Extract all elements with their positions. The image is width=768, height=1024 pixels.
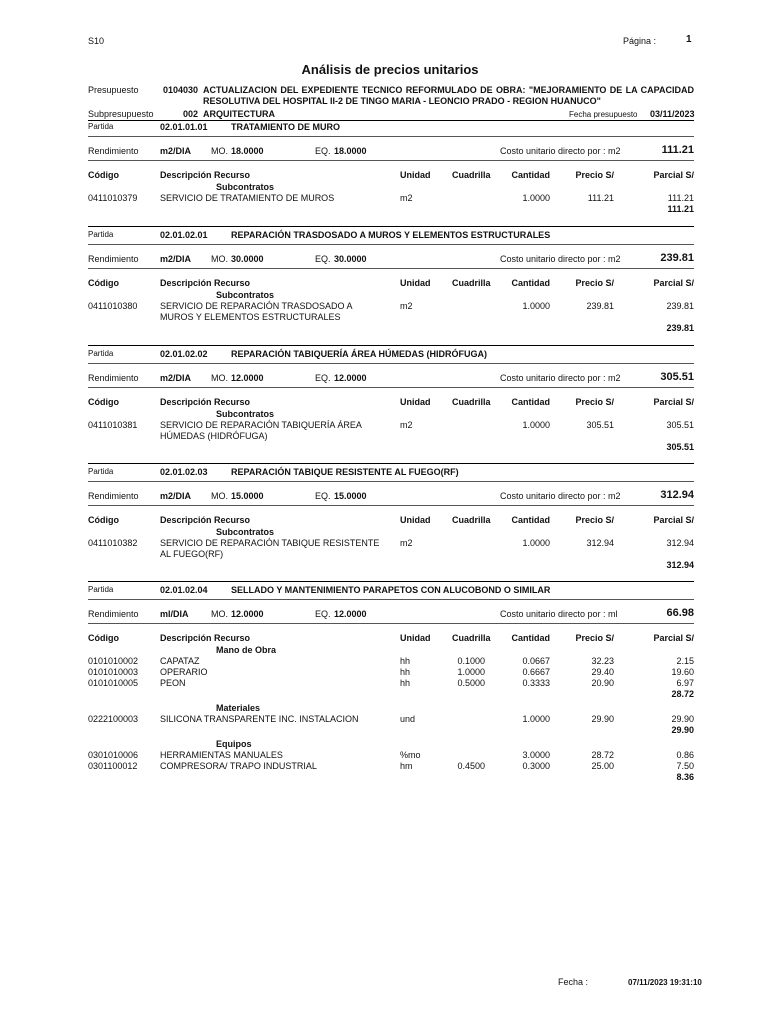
- item-precio: 25.00: [591, 761, 614, 771]
- col-codigo: Código: [88, 170, 119, 180]
- col-precio: Precio S/: [575, 633, 614, 643]
- eq-label: EQ.: [315, 609, 331, 619]
- item-precio: 305.51: [586, 420, 614, 430]
- rendimiento-unit: m2/DIA: [160, 146, 192, 156]
- costo-unitario: 239.81: [660, 252, 694, 264]
- col-unidad: Unidad: [400, 170, 431, 180]
- partida-code: 02.01.02.03: [160, 467, 208, 477]
- costo-label: Costo unitario directo por : m2: [500, 491, 621, 501]
- mo-value: 18.0000: [231, 146, 264, 156]
- item-cantidad: 1.0000: [522, 420, 550, 430]
- col-descripcion: Descripción Recurso: [160, 633, 251, 643]
- item-code: 0101010002: [88, 656, 139, 666]
- report-code: S10: [88, 36, 105, 46]
- item-code: 0101010003: [88, 667, 139, 677]
- partida-code: 02.01.01.01: [160, 122, 208, 132]
- presupuesto-label: Presupuesto: [88, 85, 139, 95]
- section-divider: [88, 463, 694, 464]
- item-cuadrilla: 0.1000: [457, 656, 485, 666]
- partida-name: REPARACIÓN TRASDOSADO A MUROS Y ELEMENTOS ESTRUCTURALES: [231, 230, 551, 240]
- rendimiento-unit: ml/DIA: [160, 609, 189, 619]
- item-description: SERVICIO DE REPARACIÓN TABIQUE RESISTENTE AL FUEGO(RF): [160, 538, 380, 559]
- group-subtotal: 29.90: [671, 725, 694, 735]
- mo-value: 12.0000: [231, 609, 264, 619]
- item-description: SERVICIO DE TRATAMIENTO DE MUROS: [160, 193, 335, 203]
- col-precio: Precio S/: [575, 170, 614, 180]
- rendimiento-label: Rendimiento: [88, 146, 139, 156]
- page-label: Página :: [623, 36, 657, 46]
- item-description: SILICONA TRANSPARENTE INC. INSTALACION: [160, 714, 359, 724]
- item-description: PEON: [160, 678, 186, 688]
- group-name: Subcontratos: [216, 409, 275, 419]
- col-parcial: Parcial S/: [653, 515, 694, 525]
- eq-label: EQ.: [315, 373, 331, 383]
- item-cantidad: 1.0000: [522, 301, 550, 311]
- footer-fecha-label: Fecha :: [558, 977, 589, 987]
- costo-label: Costo unitario directo por : m2: [500, 254, 621, 264]
- group-subtotal: 28.72: [671, 689, 694, 699]
- eq-label: EQ.: [315, 254, 331, 264]
- item-description: CAPATAZ: [160, 656, 200, 666]
- col-precio: Precio S/: [575, 278, 614, 288]
- group-name: Materiales: [216, 703, 261, 713]
- partida-label: Partida: [88, 467, 114, 476]
- col-cantidad: Cantidad: [511, 397, 550, 407]
- partida-section: [0, 230, 768, 340]
- item-description: COMPRESORA/ TRAPO INDUSTRIAL: [160, 761, 317, 771]
- col-parcial: Parcial S/: [653, 633, 694, 643]
- col-precio: Precio S/: [575, 515, 614, 525]
- item-unit: hh: [400, 667, 411, 677]
- col-cantidad: Cantidad: [511, 170, 550, 180]
- col-descripcion: Descripción Recurso: [160, 170, 251, 180]
- col-codigo: Código: [88, 633, 119, 643]
- col-precio: Precio S/: [575, 397, 614, 407]
- rendimiento-divider: [88, 623, 694, 624]
- rendimiento-divider: [88, 268, 694, 269]
- rendimiento-label: Rendimiento: [88, 373, 139, 383]
- rendimiento-label: Rendimiento: [88, 254, 139, 264]
- rendimiento-divider: [88, 505, 694, 506]
- group-subtotal: 312.94: [666, 560, 694, 570]
- col-descripcion: Descripción Recurso: [160, 278, 251, 288]
- item-description: HERRAMIENTAS MANUALES: [160, 750, 283, 760]
- group-subtotal: 8.36: [676, 772, 694, 782]
- item-code: 0411010381: [88, 420, 138, 430]
- costo-unitario: 305.51: [660, 371, 694, 383]
- item-unit: %mo: [400, 750, 421, 760]
- col-cuadrilla: Cuadrilla: [452, 633, 491, 643]
- item-parcial: 111.21: [667, 193, 694, 203]
- col-parcial: Parcial S/: [653, 278, 694, 288]
- rendimiento-divider: [88, 387, 694, 388]
- item-cantidad: 1.0000: [522, 714, 550, 724]
- col-cuadrilla: Cuadrilla: [452, 278, 491, 288]
- item-cantidad: 3.0000: [522, 750, 550, 760]
- item-parcial: 6.97: [676, 678, 694, 688]
- partida-label: Partida: [88, 349, 114, 358]
- item-parcial: 0.86: [676, 750, 694, 760]
- item-unit: hm: [400, 761, 413, 771]
- page-title: Análisis de precios unitarios: [301, 62, 479, 77]
- item-parcial: 239.81: [666, 301, 694, 311]
- costo-unitario: 111.21: [661, 144, 694, 156]
- page-number: 1: [686, 34, 692, 45]
- costo-label: Costo unitario directo por : m2: [500, 373, 621, 383]
- item-parcial: 2.15: [676, 656, 694, 666]
- item-description: SERVICIO DE REPARACIÓN TABIQUERÍA ÁREA HÚMEDAS (HIDRÓFUGA): [160, 420, 362, 441]
- partida-divider: [88, 136, 694, 137]
- col-descripcion: Descripción Recurso: [160, 397, 251, 407]
- item-precio: 32.23: [591, 656, 614, 666]
- item-code: 0411010382: [88, 538, 138, 548]
- rendimiento-divider: [88, 160, 694, 161]
- item-description: SERVICIO DE REPARACIÓN TRASDOSADO A MUROS Y ELEMENTOS ESTRUCTURALES: [160, 301, 353, 322]
- partida-code: 02.01.02.04: [160, 585, 208, 595]
- item-unit: m2: [400, 193, 413, 203]
- item-precio: 20.90: [591, 678, 614, 688]
- partida-label: Partida: [88, 230, 114, 239]
- item-cantidad: 0.3333: [522, 678, 550, 688]
- eq-value: 30.0000: [334, 254, 367, 264]
- item-parcial: 312.94: [666, 538, 694, 548]
- fecha-presupuesto-label: Fecha presupuesto: [569, 110, 638, 119]
- item-precio: 29.90: [591, 714, 614, 724]
- costo-unitario: 66.98: [666, 607, 694, 619]
- col-cantidad: Cantidad: [511, 633, 550, 643]
- item-parcial: 305.51: [666, 420, 694, 430]
- subpresupuesto-text: ARQUITECTURA: [203, 109, 275, 119]
- rendimiento-label: Rendimiento: [88, 491, 139, 501]
- rendimiento-unit: m2/DIA: [160, 491, 192, 501]
- group-name: Subcontratos: [216, 182, 275, 192]
- partida-name: TRATAMIENTO DE MURO: [231, 122, 340, 132]
- mo-label: MO.: [211, 254, 228, 264]
- group-subtotal: 111.21: [667, 204, 694, 214]
- item-precio: 312.94: [586, 538, 614, 548]
- partida-name: REPARACIÓN TABIQUE RESISTENTE AL FUEGO(RF): [231, 467, 459, 477]
- partida-label: Partida: [88, 585, 114, 594]
- col-cuadrilla: Cuadrilla: [452, 170, 491, 180]
- item-code: 0411010379: [88, 193, 138, 203]
- rendimiento-unit: m2/DIA: [160, 254, 192, 264]
- group-name: Subcontratos: [216, 527, 275, 537]
- item-unit: hh: [400, 656, 411, 666]
- mo-value: 15.0000: [231, 491, 264, 501]
- group-subtotal: 305.51: [666, 442, 694, 452]
- item-unit: hh: [400, 678, 411, 688]
- partida-divider: [88, 244, 694, 245]
- item-cuadrilla: 1.0000: [457, 667, 485, 677]
- group-subtotal: 239.81: [666, 323, 694, 333]
- rendimiento-unit: m2/DIA: [160, 373, 192, 383]
- item-cuadrilla: 0.5000: [457, 678, 485, 688]
- item-cantidad: 0.6667: [522, 667, 550, 677]
- item-code: 0301010006: [88, 750, 139, 760]
- costo-label: Costo unitario directo por : ml: [500, 609, 618, 619]
- mo-label: MO.: [211, 609, 228, 619]
- partida-section: [0, 467, 768, 577]
- item-cantidad: 1.0000: [522, 193, 550, 203]
- partida-label: Partida: [88, 122, 114, 131]
- col-unidad: Unidad: [400, 515, 431, 525]
- item-cantidad: 0.0667: [522, 656, 550, 666]
- group-name: Subcontratos: [216, 290, 275, 300]
- partida-name: SELLADO Y MANTENIMIENTO PARAPETOS CON ALUCOBOND O SIMILAR: [231, 585, 551, 595]
- mo-value: 12.0000: [231, 373, 264, 383]
- item-precio: 239.81: [586, 301, 614, 311]
- partida-section: [0, 585, 768, 782]
- col-descripcion: Descripción Recurso: [160, 515, 251, 525]
- subpresupuesto-label: Subpresupuesto: [88, 109, 154, 119]
- col-parcial: Parcial S/: [653, 397, 694, 407]
- presupuesto-text: ACTUALIZACION DEL EXPEDIENTE TECNICO REFORMULADO DE OBRA: "MEJORAMIENTO DE LA CAPACIDAD RESOLUTIVA DEL HOSPITAL II-2 DE TINGO MARIA - LEONCIO PRADO - REGION HUANUCO": [203, 85, 694, 106]
- mo-label: MO.: [211, 491, 228, 501]
- group-name: Mano de Obra: [216, 645, 277, 655]
- partida-divider: [88, 599, 694, 600]
- item-parcial: 7.50: [676, 761, 694, 771]
- rendimiento-label: Rendimiento: [88, 609, 139, 619]
- item-unit: m2: [400, 301, 413, 311]
- item-parcial: 19.60: [671, 667, 694, 677]
- partida-divider: [88, 481, 694, 482]
- item-code: 0222100003: [88, 714, 139, 724]
- mo-label: MO.: [211, 146, 228, 156]
- eq-value: 18.0000: [334, 146, 367, 156]
- partida-code: 02.01.02.02: [160, 349, 208, 359]
- eq-label: EQ.: [315, 491, 331, 501]
- presupuesto-code: 0104030: [163, 85, 199, 95]
- eq-label: EQ.: [315, 146, 331, 156]
- eq-value: 12.0000: [334, 373, 367, 383]
- item-code: 0411010380: [88, 301, 138, 311]
- header-divider: [88, 120, 694, 121]
- col-parcial: Parcial S/: [653, 170, 694, 180]
- section-divider: [88, 226, 694, 227]
- eq-value: 15.0000: [334, 491, 367, 501]
- item-unit: m2: [400, 538, 413, 548]
- partida-divider: [88, 363, 694, 364]
- item-description: OPERARIO: [160, 667, 208, 677]
- col-cuadrilla: Cuadrilla: [452, 515, 491, 525]
- costo-label: Costo unitario directo por : m2: [500, 146, 621, 156]
- footer-fecha: 07/11/2023 19:31:10: [628, 978, 702, 987]
- partida-name: REPARACIÓN TABIQUERÍA ÁREA HÚMEDAS (HIDRÓFUGA): [231, 349, 487, 359]
- col-codigo: Código: [88, 397, 119, 407]
- col-cantidad: Cantidad: [511, 515, 550, 525]
- item-code: 0301100012: [88, 761, 138, 771]
- col-codigo: Código: [88, 278, 119, 288]
- section-divider: [88, 581, 694, 582]
- partida-code: 02.01.02.01: [160, 230, 208, 240]
- section-divider: [88, 345, 694, 346]
- subpresupuesto-code: 002: [183, 109, 199, 119]
- col-codigo: Código: [88, 515, 119, 525]
- item-cantidad: 1.0000: [522, 538, 550, 548]
- eq-value: 12.0000: [334, 609, 367, 619]
- item-unit: und: [400, 714, 416, 724]
- item-parcial: 29.90: [671, 714, 694, 724]
- mo-label: MO.: [211, 373, 228, 383]
- item-unit: m2: [400, 420, 413, 430]
- col-unidad: Unidad: [400, 633, 431, 643]
- item-code: 0101010005: [88, 678, 139, 688]
- col-unidad: Unidad: [400, 397, 431, 407]
- col-cuadrilla: Cuadrilla: [452, 397, 491, 407]
- costo-unitario: 312.94: [660, 489, 694, 501]
- mo-value: 30.0000: [231, 254, 264, 264]
- partida-section: [0, 122, 768, 232]
- fecha-presupuesto: 03/11/2023: [650, 109, 695, 119]
- item-precio: 111.21: [587, 193, 614, 203]
- item-precio: 28.72: [591, 750, 614, 760]
- item-precio: 29.40: [591, 667, 614, 677]
- partida-section: [0, 349, 768, 459]
- item-cantidad: 0.3000: [522, 761, 550, 771]
- col-cantidad: Cantidad: [511, 278, 550, 288]
- col-unidad: Unidad: [400, 278, 431, 288]
- item-cuadrilla: 0.4500: [457, 761, 485, 771]
- group-name: Equipos: [216, 739, 252, 749]
